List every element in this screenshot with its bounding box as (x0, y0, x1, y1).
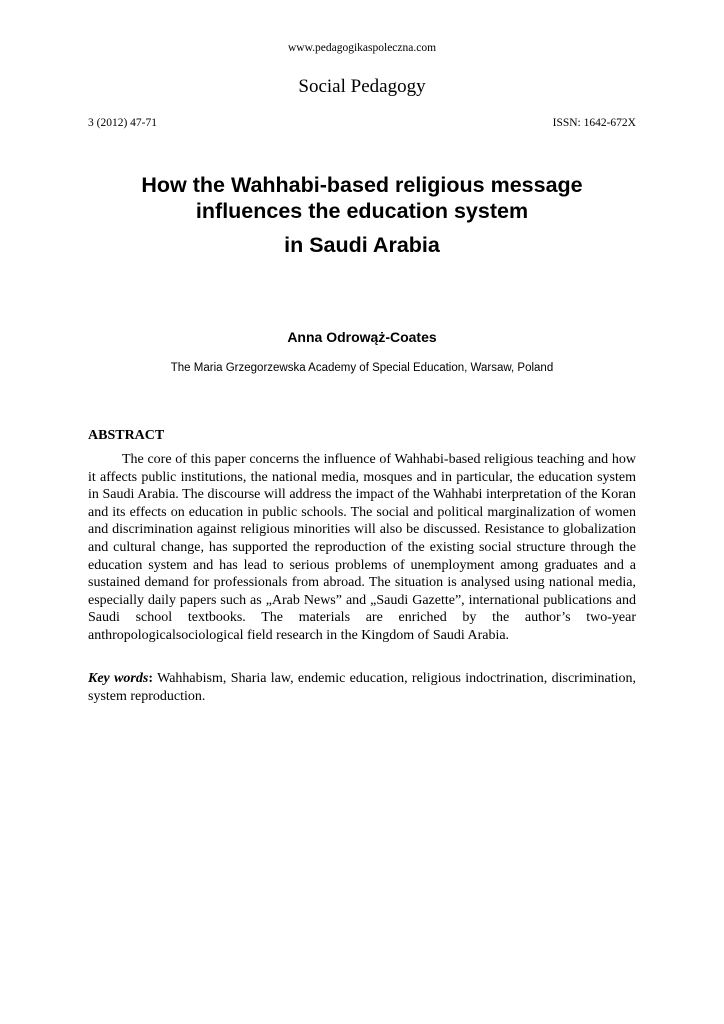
issn: ISSN: 1642-672X (552, 117, 636, 129)
keywords: Key words: Wahhabism, Sharia law, endemic education, religious indoctrination, discrimination, system reproduction. (88, 671, 637, 704)
title-line-1: How the Wahhabi-based religious message (141, 173, 583, 197)
abstract-text: The core of this paper concerns the influence of Wahhabi-based religious teaching and how it affects public institutions, the national media, mosques and in particular, the education system in Saudi Arabia. The discourse will address the impact of the Wahhabi interpretation of the Koran and its effects on education in public schools. The social and political marginalization of women and discrimination against religious minorities will also be discussed. Resistance to globalization and cultural change, has supported the reproduction of the existing social structure through the education system and has lead to serious problems of unemployment among graduates and a sustained demand for professionals from abroad. The situation is analysed using national media, especially daily papers such as „Arab News” and „Saudi Gazette”, international publications and Saudi school textbooks. The materials are enriched by the author’s two-year anthropologicalsociological field research in the Kingdom of Saudi Arabia. (88, 452, 636, 643)
journal-url[interactable]: www.pedagogikaspoleczna.com (287, 42, 437, 54)
paper-title (60, 172, 664, 258)
issue-number: 3 (2012) 47-71 (88, 117, 157, 129)
abstract-heading: ABSTRACT (88, 428, 165, 443)
issue-line (88, 117, 636, 129)
journal-name: Social Pedagogy (298, 76, 426, 97)
title-line-2: influences the education system (195, 199, 529, 223)
author-affiliation: The Maria Grzegorzewska Academy of Special Education, Warsaw, Poland (170, 362, 554, 374)
keywords-text: Wahhabism, Sharia law, endemic education, religious indoctrination, discrimination, system reproduction. (88, 671, 637, 704)
keywords-label: Key words (88, 671, 149, 686)
author-name: Anna Odrowąż-Coates (287, 329, 437, 345)
title-line-3: in Saudi Arabia (284, 233, 440, 257)
